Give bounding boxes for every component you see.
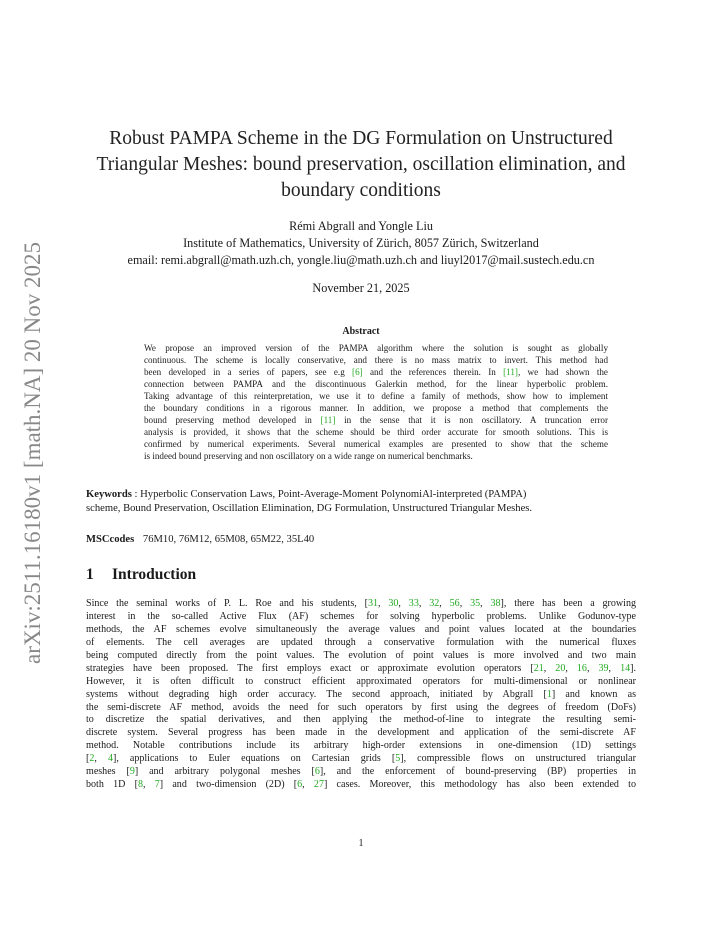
- keywords-text: : Hyperbolic Conservation Laws, Point-Average-Moment PolynomiAl-interpreted (PAMPA): [131, 489, 527, 500]
- title-line: boundary conditions: [281, 180, 441, 201]
- affiliation: Institute of Mathematics, University of Zürich, 8057 Zürich, Switzerland: [183, 236, 539, 250]
- citation-link[interactable]: 5: [395, 753, 401, 765]
- keywords-block: [86, 488, 636, 516]
- abstract-line: connection between PAMPA and the discontinuous Galerkin method, for the linear hyperbolic problem.: [144, 379, 608, 390]
- citation-link[interactable]: 16: [576, 662, 587, 674]
- email-line: email: remi.abgrall@math.uzh.ch, yongle.liu@math.uzh.ch and liuyl2017@mail.sustech.edu.cn: [127, 253, 595, 267]
- citation-link[interactable]: [11]: [320, 415, 336, 426]
- paper-title: [86, 126, 636, 204]
- msc-label: MSCcodes: [86, 534, 135, 545]
- msc-values: 76M10, 76M12, 65M08, 65M22, 35L40: [142, 534, 315, 545]
- abstract-heading: Abstract: [342, 326, 380, 337]
- citation-link[interactable]: 1: [546, 688, 552, 700]
- author-block: [86, 218, 636, 269]
- citation-link[interactable]: 7: [154, 779, 160, 791]
- paragraph-line: of elements. The cell averages are updated through a conservative formulation with the numerical fluxes: [86, 636, 636, 648]
- paragraph-line: method. Notable contributions include its arbitrary high-order extensions in one-dimension (1D) settings: [86, 740, 636, 752]
- citation-link[interactable]: 33: [408, 598, 419, 609]
- citation-link[interactable]: 9: [129, 766, 135, 778]
- paragraph-line: strategies have been proposed. The first employs exact or approximate evolution operators [21, 20, 16, 39, 14].: [86, 662, 636, 674]
- paragraph-line: to discretize the spatial derivatives, and then applying the method-of-line to integrate the resulting semi-: [86, 714, 636, 726]
- paragraph-line: both 1D [8, 7] and two-dimension (2D) [6, 27] cases. Moreover, this methodology has also been extended to: [86, 779, 636, 791]
- paper-date: November 21, 2025: [312, 281, 410, 295]
- paragraph-line: discrete system. Several progress has been made in the development and application of the semi-discrete AF: [86, 727, 636, 739]
- paragraph-line: the semi-discrete AF method, avoids the need for such operators by first using the degrees of freedom (DoFs): [86, 701, 636, 713]
- section-number: 1: [86, 566, 94, 583]
- citation-link[interactable]: 21: [533, 662, 544, 674]
- abstract-line: bound preserving method developed in [11] in the sense that it is non oscillatory. A truncation error: [144, 415, 608, 426]
- citation-link[interactable]: 4: [107, 753, 113, 765]
- keywords-label: Keywords: [86, 489, 132, 500]
- citation-link[interactable]: 27: [313, 779, 324, 791]
- introduction-text: [86, 598, 636, 792]
- title-line: Robust PAMPA Scheme in the DG Formulation on Unstructured: [109, 128, 613, 149]
- citation-link[interactable]: 30: [388, 598, 399, 609]
- keywords-text: scheme, Bound Preservation, Oscillation Elimination, DG Formulation, Unstructured Triangular Meshes.: [86, 503, 533, 514]
- citation-link[interactable]: [11]: [503, 367, 518, 378]
- msc-codes-block: [86, 534, 636, 545]
- abstract-line: analysis is provided, it shows that the scheme should be third order accurate for smooth solutions. This is: [144, 427, 608, 438]
- title-line: Triangular Meshes: bound preservation, oscillation elimination, and: [96, 154, 626, 175]
- abstract-line: continuous. The scheme is locally conservative, and there is no mass matrix to invert. This method had: [144, 355, 608, 366]
- paragraph-line: being computed directly from the point values. The evolution of point values is more involved and two main: [86, 649, 636, 661]
- paragraph-line: meshes [9] and arbitrary polygonal meshes [6], and the enforcement of bound-preserving (BP) properties in: [86, 766, 636, 778]
- paragraph-line: interest in the so-called Active Flux (AF) schemes for solving hyperbolic problems. Unlike Godunov-type: [86, 610, 636, 622]
- citation-link[interactable]: 8: [137, 779, 143, 791]
- citation-link[interactable]: 35: [470, 598, 481, 609]
- paragraph-line: However, it is often difficult to construct efficient approximated operators for multi-dimensional or nonlinear: [86, 675, 636, 687]
- citation-link[interactable]: [6]: [352, 367, 363, 378]
- citation-link[interactable]: 6: [314, 766, 320, 778]
- paragraph-line: systems without degrading high order accuracy. The second approach, initiated by Abgrall [1] and known as: [86, 688, 636, 700]
- page-number: 1: [358, 838, 364, 849]
- citation-link[interactable]: 31: [367, 598, 378, 609]
- citation-link[interactable]: 2: [89, 753, 95, 765]
- abstract-line: confirmed by numerical experiments. Several numerical examples are presented to show that the scheme: [144, 439, 608, 450]
- abstract-line: been developed in a series of papers, see e.g [6] and the references therein. In [11], we had shown the: [144, 367, 608, 378]
- abstract-line: the boundary conditions in a rigorous manner. In addition, we propose a method that complements the: [144, 403, 608, 414]
- arxiv-identifier-stamp: arXiv:2511.16180v1 [math.NA] 20 Nov 2025: [20, 241, 45, 664]
- abstract-line: is indeed bound preserving and non oscillatory on a wide range on numerical benchmarks.: [144, 451, 473, 462]
- citation-link[interactable]: 56: [449, 598, 460, 609]
- paragraph-line: Since the seminal works of P. L. Roe and his students, [31, 30, 33, 32, 56, 35, 38], there has been a growing: [86, 598, 637, 609]
- abstract-text: [144, 342, 608, 462]
- section-heading-introduction: [86, 566, 636, 584]
- citation-link[interactable]: 6: [297, 779, 303, 791]
- citation-link[interactable]: 14: [620, 662, 631, 674]
- paragraph-line: methods, the AF schemes evolve simultaneously the average values and point values located at the boundaries: [86, 623, 636, 635]
- author-names: Rémi Abgrall and Yongle Liu: [289, 219, 433, 233]
- citation-link[interactable]: 38: [490, 598, 501, 609]
- citation-link[interactable]: 39: [598, 662, 609, 674]
- section-title: Introduction: [112, 566, 197, 583]
- abstract-line: We propose an improved version of the PAMPA algorithm where the solution is sought as globally: [144, 343, 608, 353]
- citation-link[interactable]: 20: [555, 662, 566, 674]
- abstract-line: Taking advantage of this reinterpretation, we use it to define a family of methods, show how to implement: [144, 391, 608, 402]
- citation-link[interactable]: 32: [429, 598, 440, 609]
- paragraph-line: [2, 4], applications to Euler equations on Cartesian grids [5], compressible flows on unstructured triangular: [86, 753, 636, 765]
